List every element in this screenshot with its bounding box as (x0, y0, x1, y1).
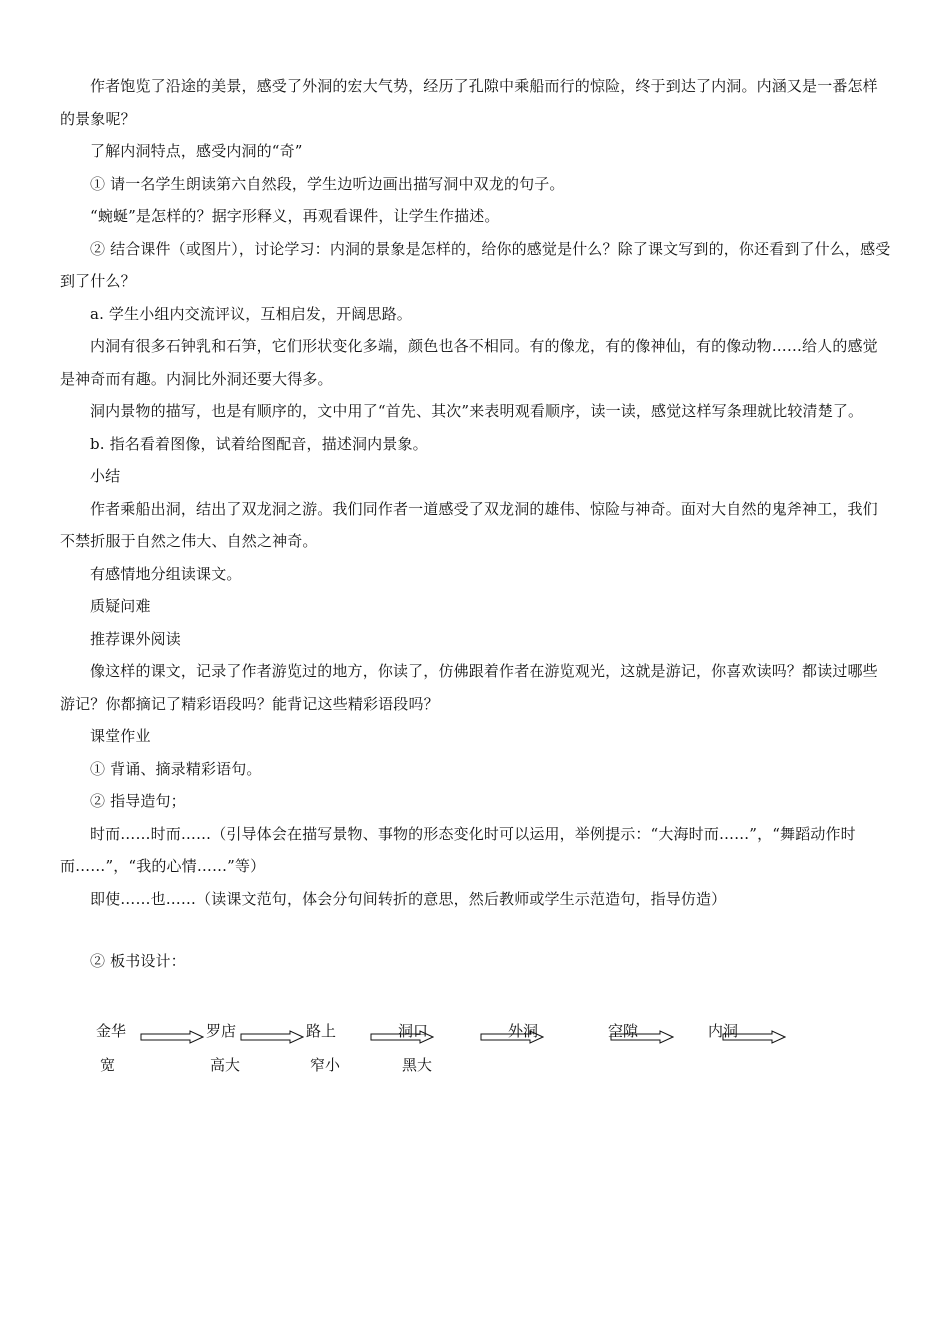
board-place: 罗店 (206, 1022, 237, 1040)
right-arrow-icon (610, 1030, 674, 1044)
board-feature: 宽 (100, 1056, 116, 1074)
board-place: 洞口 (398, 1022, 429, 1040)
right-arrow-icon (370, 1030, 434, 1044)
paragraph-8: 洞内景物的描写，也是有顺序的，文中用了“首先、其次”来表明观看顺序，读一读，感觉这样写条理就比较清楚了。 (90, 402, 864, 420)
section-heading-homework: 课堂作业 (90, 727, 151, 745)
right-arrow-icon (140, 1030, 204, 1044)
board-place: 外洞 (508, 1022, 539, 1040)
paragraph-20: 即使……也……（读课文范句，体会分句间转折的意思，然后教师或学生示范造句，指导仿造） (90, 889, 727, 908)
paragraph-11: 作者乘船出洞，结出了双龙洞之游。我们同作者一道感受了双龙洞的雄伟、惊险与神奇。面对大自然的鬼斧神工，我们不禁折服于自然之伟大、自然之神奇。 (60, 499, 878, 550)
paragraph-4: “蜿蜒”是怎样的？据字形释义，再观看课件，让学生作描述。 (90, 207, 500, 225)
paragraph-15: 像这样的课文，记录了作者游览过的地方，你读了，仿佛跟着作者在游览观光，这就是游记，你喜欢读吗？都读过哪些游记？你都摘记了精彩语段吗？能背记这些精彩语段吗？ (60, 662, 878, 713)
paragraph-5: ② 结合课件（或图片），讨论学习：内洞的景象是怎样的，给你的感觉是什么？除了课文写到的，你还看到了什么，感受到了什么？ (60, 239, 891, 290)
right-arrow-icon (480, 1030, 544, 1044)
board-heading: ② 板书设计： (90, 952, 186, 970)
right-arrow-icon (240, 1030, 304, 1044)
section-heading-questions: 质疑问难 (90, 597, 151, 615)
paragraph-2: 了解内洞特点，感受内洞的“奇” (90, 142, 303, 160)
paragraph-17: ① 背诵、摘录精彩语句。 (90, 759, 262, 778)
paragraph-3: ① 请一名学生朗读第六自然段，学生边听边画出描写洞中双龙的句子。 (90, 174, 565, 193)
spacer (60, 915, 892, 945)
paragraph-1: 作者饱览了沿途的美景，感受了外洞的宏大气势，经历了孔隙中乘船而行的惊险，终于到达了内洞。内涵又是一番怎样的景象呢？ (60, 77, 878, 128)
board-feature: 黑大 (402, 1056, 433, 1074)
board-feature: 窄小 (310, 1056, 341, 1074)
paragraph-6: a. 学生小组内交流评议，互相启发，开阔思路。 (90, 304, 412, 323)
board-place: 内洞 (708, 1022, 739, 1040)
board-place: 路上 (306, 1022, 337, 1040)
section-heading-reading: 推荐课外阅读 (90, 629, 181, 648)
paragraph-7: 内洞有很多石钟乳和石笋，它们形状变化多端，颜色也各不相同。有的像龙，有的像神仙，有的像动物……给人的感觉是神奇而有趣。内洞比外洞还要大得多。 (60, 337, 878, 388)
paragraph-19: 时而……时而……（引导体会在描写景物、事物的形态变化时可以运用，举例提示：“大海时而……”，“舞蹈动作时而……”，“我的心情……”等） (60, 824, 856, 875)
right-arrow-icon (722, 1030, 786, 1044)
board-feature: 高大 (210, 1056, 241, 1074)
document-body (60, 70, 892, 978)
section-heading-summary: 小结 (90, 467, 121, 485)
paragraph-12: 有感情地分组读课文。 (90, 564, 242, 583)
board-place: 空隙 (608, 1022, 639, 1040)
paragraph-9: b. 指名看着图像，试着给图配音，描述洞内景象。 (90, 434, 428, 453)
board-place: 金华 (96, 1022, 127, 1040)
paragraph-18: ② 指导造句； (90, 792, 186, 810)
